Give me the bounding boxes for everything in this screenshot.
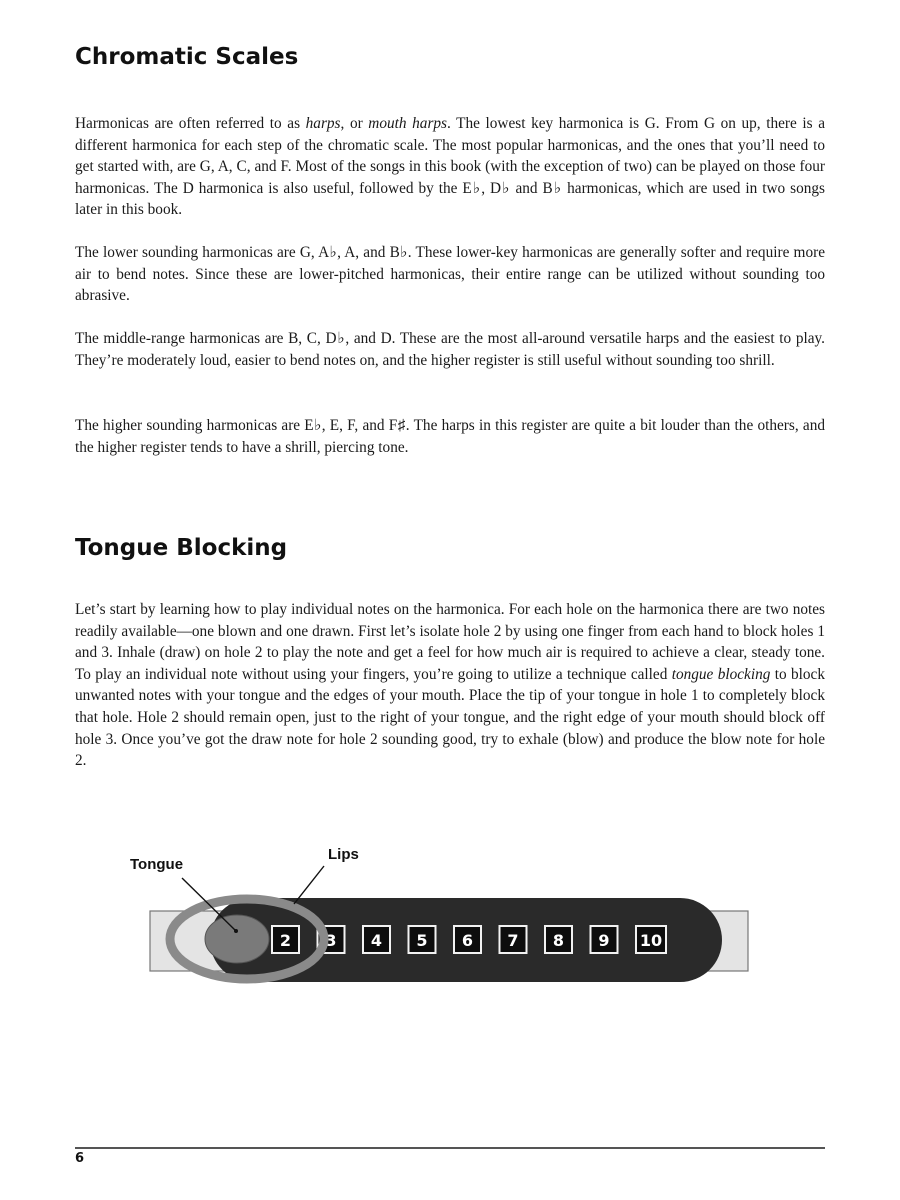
italic-term-tongue-blocking: tongue blocking xyxy=(671,665,771,683)
text-run: Let’s start by learning how to play individual notes on the harmonica. For each hole on the harmonica there are two notes readily available—one blown and one drawn. First let’s isolate hole 2 by using one finger from each hand to block holes 1 and 3. Inhale (draw) on hole 2 to play the note and get a feel for how much air is required to achieve a clear, steady tone. To play an individual note without using your fingers, you’re going to utilize a technique called xyxy=(75,601,825,683)
paragraph-lower-harmonicas: The lower sounding harmonicas are G, A♭, A, and B♭. These lower-key harmonicas are generally softer and require more air to bend notes. Since these are lower-pitched harmonicas, their entire range can be utilized without sounding too abrasive. xyxy=(75,244,825,305)
tongue-shape xyxy=(205,915,269,963)
hole-number: 2 xyxy=(279,931,292,950)
paragraph-higher-harmonicas: The higher sounding harmonicas are E♭, E, F, and F♯. The harps in this register are quite a bit louder than the others, and the higher register tends to have a shrill, piercing tone. xyxy=(75,417,825,456)
harmonica-holes xyxy=(272,926,666,953)
hole-number: 7 xyxy=(507,931,519,950)
paragraph-harps-intro xyxy=(75,113,825,221)
section-heading-chromatic-scales: Chromatic Scales xyxy=(75,44,299,70)
section-heading-tongue-blocking: Tongue Blocking xyxy=(75,535,288,561)
hole-number: 10 xyxy=(639,931,663,950)
harmonica-diagram-svg xyxy=(120,836,760,986)
hole-number: 9 xyxy=(598,931,610,950)
hole-number: 5 xyxy=(416,931,428,950)
harmonica-diagram xyxy=(120,836,760,986)
paragraph-tongue-blocking xyxy=(75,599,825,772)
hole-number: 4 xyxy=(370,931,383,950)
italic-term-harps: harps xyxy=(305,115,341,132)
lips-label: Lips xyxy=(328,846,359,863)
tongue-label: Tongue xyxy=(130,856,184,873)
hole-number: 8 xyxy=(552,931,565,950)
italic-term-mouth-harps: mouth harps xyxy=(368,115,447,132)
paragraph-middle-harmonicas: The middle-range harmonicas are B, C, D♭, and D. These are the most all-around versatile harps and the easiest to play. They’re moderately loud, easier to bend notes on, and the higher register is still useful without sounding too shrill. xyxy=(75,330,825,369)
footer-rule xyxy=(75,1147,825,1149)
text-run: to block unwanted notes with your tongue and the edges of your mouth. Place the tip of your tongue in hole 1 to completely block that hole. Hole 2 should remain open, just to the right of your tongue, and the right edge of your mouth should block off hole 3. Once you’ve got the draw note for hole 2 sounding good, try to exhale (blow) and produce the blow note for hole 2. xyxy=(75,665,825,770)
text-run: Harmonicas are often referred to as xyxy=(75,115,306,132)
page-number: 6 xyxy=(75,1151,85,1166)
hole-number: 6 xyxy=(461,931,474,950)
tongue-pointer-dot xyxy=(234,929,238,933)
text-run: . The lowest key harmonica is G. From G on up, there is a different harmonica for each step of the chromatic scale. The most popular harmonicas, and the ones that you’ll need to get started with, are G, A, C, and F. Most of the songs in this book (with the exception of two) can be played on those four harmonicas. The D harmonica is also useful, followed by the E♭, D♭ and B♭ harmonicas, which are used in two songs later in this book. xyxy=(75,115,825,219)
hole-number: 3 xyxy=(325,931,337,950)
text-run: , or xyxy=(340,115,369,132)
